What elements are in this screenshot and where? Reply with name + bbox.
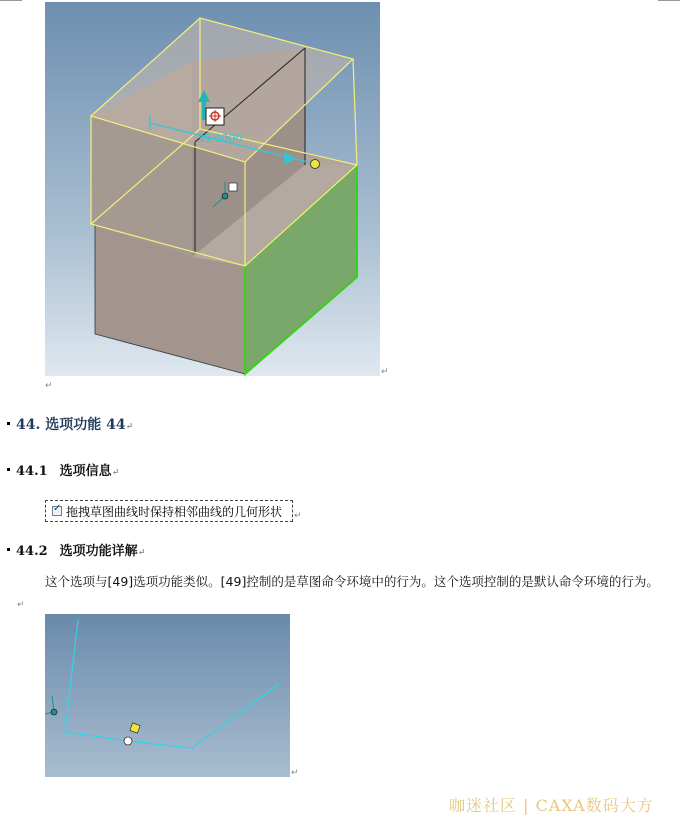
option-label: 拖拽草图曲线时保持相邻曲线的几何形状	[66, 504, 283, 519]
endpoint-handle-icon[interactable]	[311, 160, 320, 169]
paragraph-mark: ↵	[17, 600, 25, 610]
paragraph-mark: ↵	[381, 367, 389, 377]
move-handle-icon[interactable]	[206, 108, 224, 125]
footer-watermark: 咖迷社区 | CAXA数码大方	[449, 796, 654, 815]
heading-number: 44.1	[16, 464, 48, 479]
paragraph-mark: ↵	[137, 548, 146, 558]
section-heading-44-1	[7, 463, 119, 481]
heading-bullet	[7, 422, 10, 425]
section-heading-44-2	[7, 543, 145, 561]
body-paragraph-text: 这个选项与[49]选项功能类似。[49]控制的是草图命令环境中的行为。这个选项控制的是默认命令环境的行为。	[45, 574, 659, 589]
paragraph-mark: ↵	[291, 768, 299, 778]
figure-sketch-curve	[45, 614, 290, 777]
heading-text: 44. 选项功能 44	[16, 417, 126, 433]
heading-text: 选项信息	[59, 464, 112, 479]
heading-number: 44.2	[16, 544, 48, 559]
paragraph-mark: ↵	[294, 511, 302, 521]
figure-3d-block	[45, 2, 380, 376]
figure-sketch-canvas	[45, 614, 290, 777]
paragraph-mark: ↵	[125, 422, 134, 432]
corner-mark-right	[658, 0, 680, 1]
corner-mark-left	[0, 0, 22, 1]
figure-3d-canvas	[45, 2, 380, 376]
heading-bullet	[7, 548, 10, 551]
body-paragraph	[17, 571, 667, 613]
dimension-value-text: 39.0000	[197, 132, 243, 145]
paragraph-mark: ↵	[111, 468, 120, 478]
heading-text: 选项功能详解	[59, 544, 138, 559]
option-box	[45, 500, 293, 522]
section-heading-44	[7, 416, 133, 434]
option-checkbox[interactable]	[52, 506, 62, 516]
heading-bullet	[7, 468, 10, 471]
drag-point-icon[interactable]	[124, 737, 132, 745]
paragraph-mark: ↵	[45, 381, 53, 391]
